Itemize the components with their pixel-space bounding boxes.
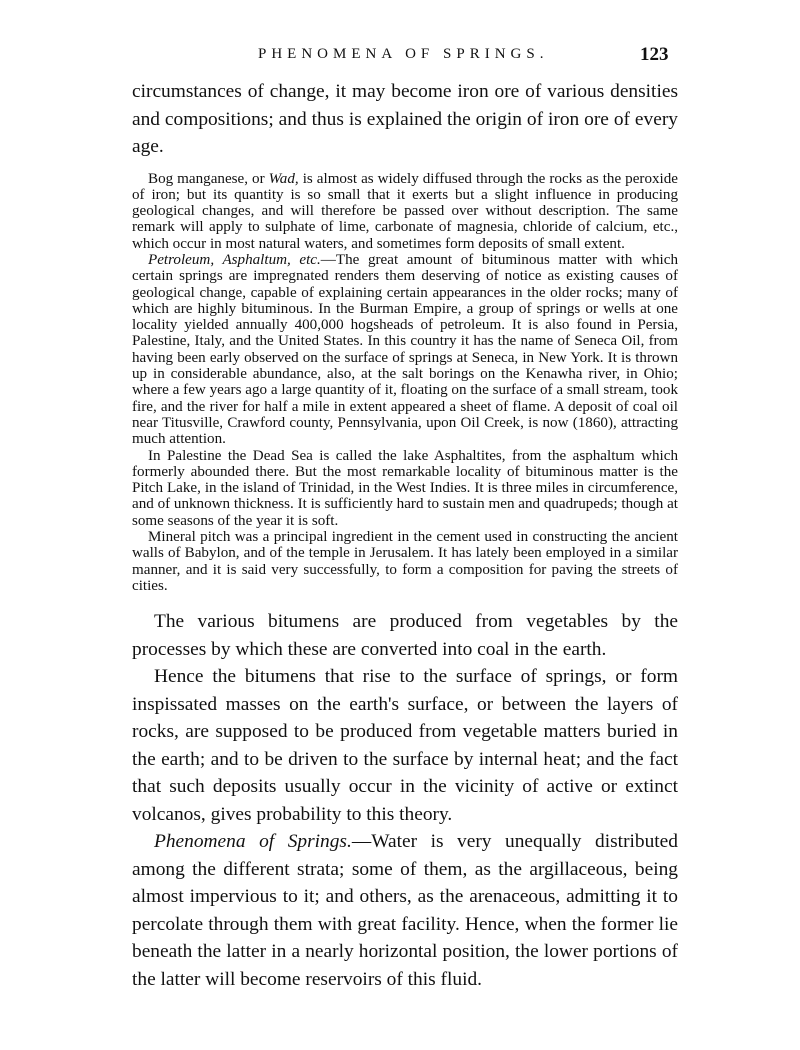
paragraph-bitumens-theory: Hence the bitumens that rise to the surface of springs, or form inspissated masses on the earth's surface, or between the layers of rocks, are supposed to be produced from vegetable matters buried in the earth; and to be driven to the surface by internal heat; and the fact that such deposits usually occur in the vicinity of active or extinct volcanos, gives probability to this theory. [132,666,678,825]
page-body [132,78,678,993]
paragraph-petroleum [132,252,678,448]
paragraph-bog-manganese [132,171,678,252]
paragraph-phenomena-of-springs [132,828,678,993]
paragraph-dead-sea: In Palestine the Dead Sea is called the lake Asphaltites, from the asphaltum which formerly abounded there. But the most remarkable locality of bituminous matter is the Pitch Lake, in the island of Trinidad, in the West Indies. It is three miles in circumference, and of unknown thickness. It is sufficiently hard to sustain men and quadrupeds; though at some seasons of the year it is soft. [132,447,678,529]
paragraph-mineral-pitch: Mineral pitch was a principal ingredient in the cement used in constructing the ancient walls of Babylon, and of the temple in Jerusalem. It has lately been employed in a similar manner, and it is said very successfully, to form a composition for paving the streets of cities. [132,529,678,594]
petroleum-heading: Petroleum, Asphaltum, etc. [148,251,321,268]
springs-heading: Phenomena of Springs. [154,831,352,853]
paragraph-bog-manganese-start: Bog manganese, or [148,170,269,187]
paragraph-springs-text: —Water is very unequally distributed among the different strata; some of them, as the argillaceous, being almost impervious to it; and others, as the arenaceous, admitting it to percolate through them with great facility. Hence, when the former lie beneath the latter in a nearly horizontal position, the lower portions of the latter will become reservoirs of this fluid. [132,831,678,990]
paragraph-petroleum-text: —The great amount of bituminous matter with which certain springs are impregnated renders them deserving of notice as existing causes of geological change, capable of explaining certain appearances in the older rocks; many of which are highly bituminous. In the Burman Empire, a group of springs or wells at one locality yielded annually 400,000 hogsheads of petroleum. It is also found in Persia, Palestine, Italy, and the United States. In this country it has the name of Seneca Oil, from having been early observed on the surface of springs at Seneca, in New York. It is thrown up in considerable abundance, also, at the salt borings on the Kenawha river, in Ohio; where a few years ago a large quantity of it, floating on the surface of a small stream, took fire, and the river for half a mile in extent appeared a sheet of flame. A deposit of coal oil near Titusville, Crawford county, Pennsylvania, upon Oil Creek, is now (1860), attracting much attention. [132,251,678,448]
paragraph-iron-ore-conclusion: circumstances of change, it may become iron ore of various densities and compositions; and thus is explained the origin of iron ore of every age. [132,81,678,157]
paragraph-bog-manganese-rest: is almost as widely diffused through the rocks as the peroxide of iron; but its quantity is so small that it exerts but a slight influence in producing geological changes, and will therefore be passed over without description. The same remark will apply to sulphate of lime, carbonate of magnesia, chloride of calcium, etc., which occur in most natural waters, and sometimes form deposits of small extent. [132,170,678,252]
wad-term: Wad, [268,170,299,187]
running-head [0,42,800,72]
paragraph-bitumens-origin: The various bitumens are produced from vegetables by the processes by which these are converted into coal in the earth. [132,611,678,660]
running-title: PHENOMENA OF SPRINGS. [258,46,549,62]
page-number: 123 [640,44,669,65]
